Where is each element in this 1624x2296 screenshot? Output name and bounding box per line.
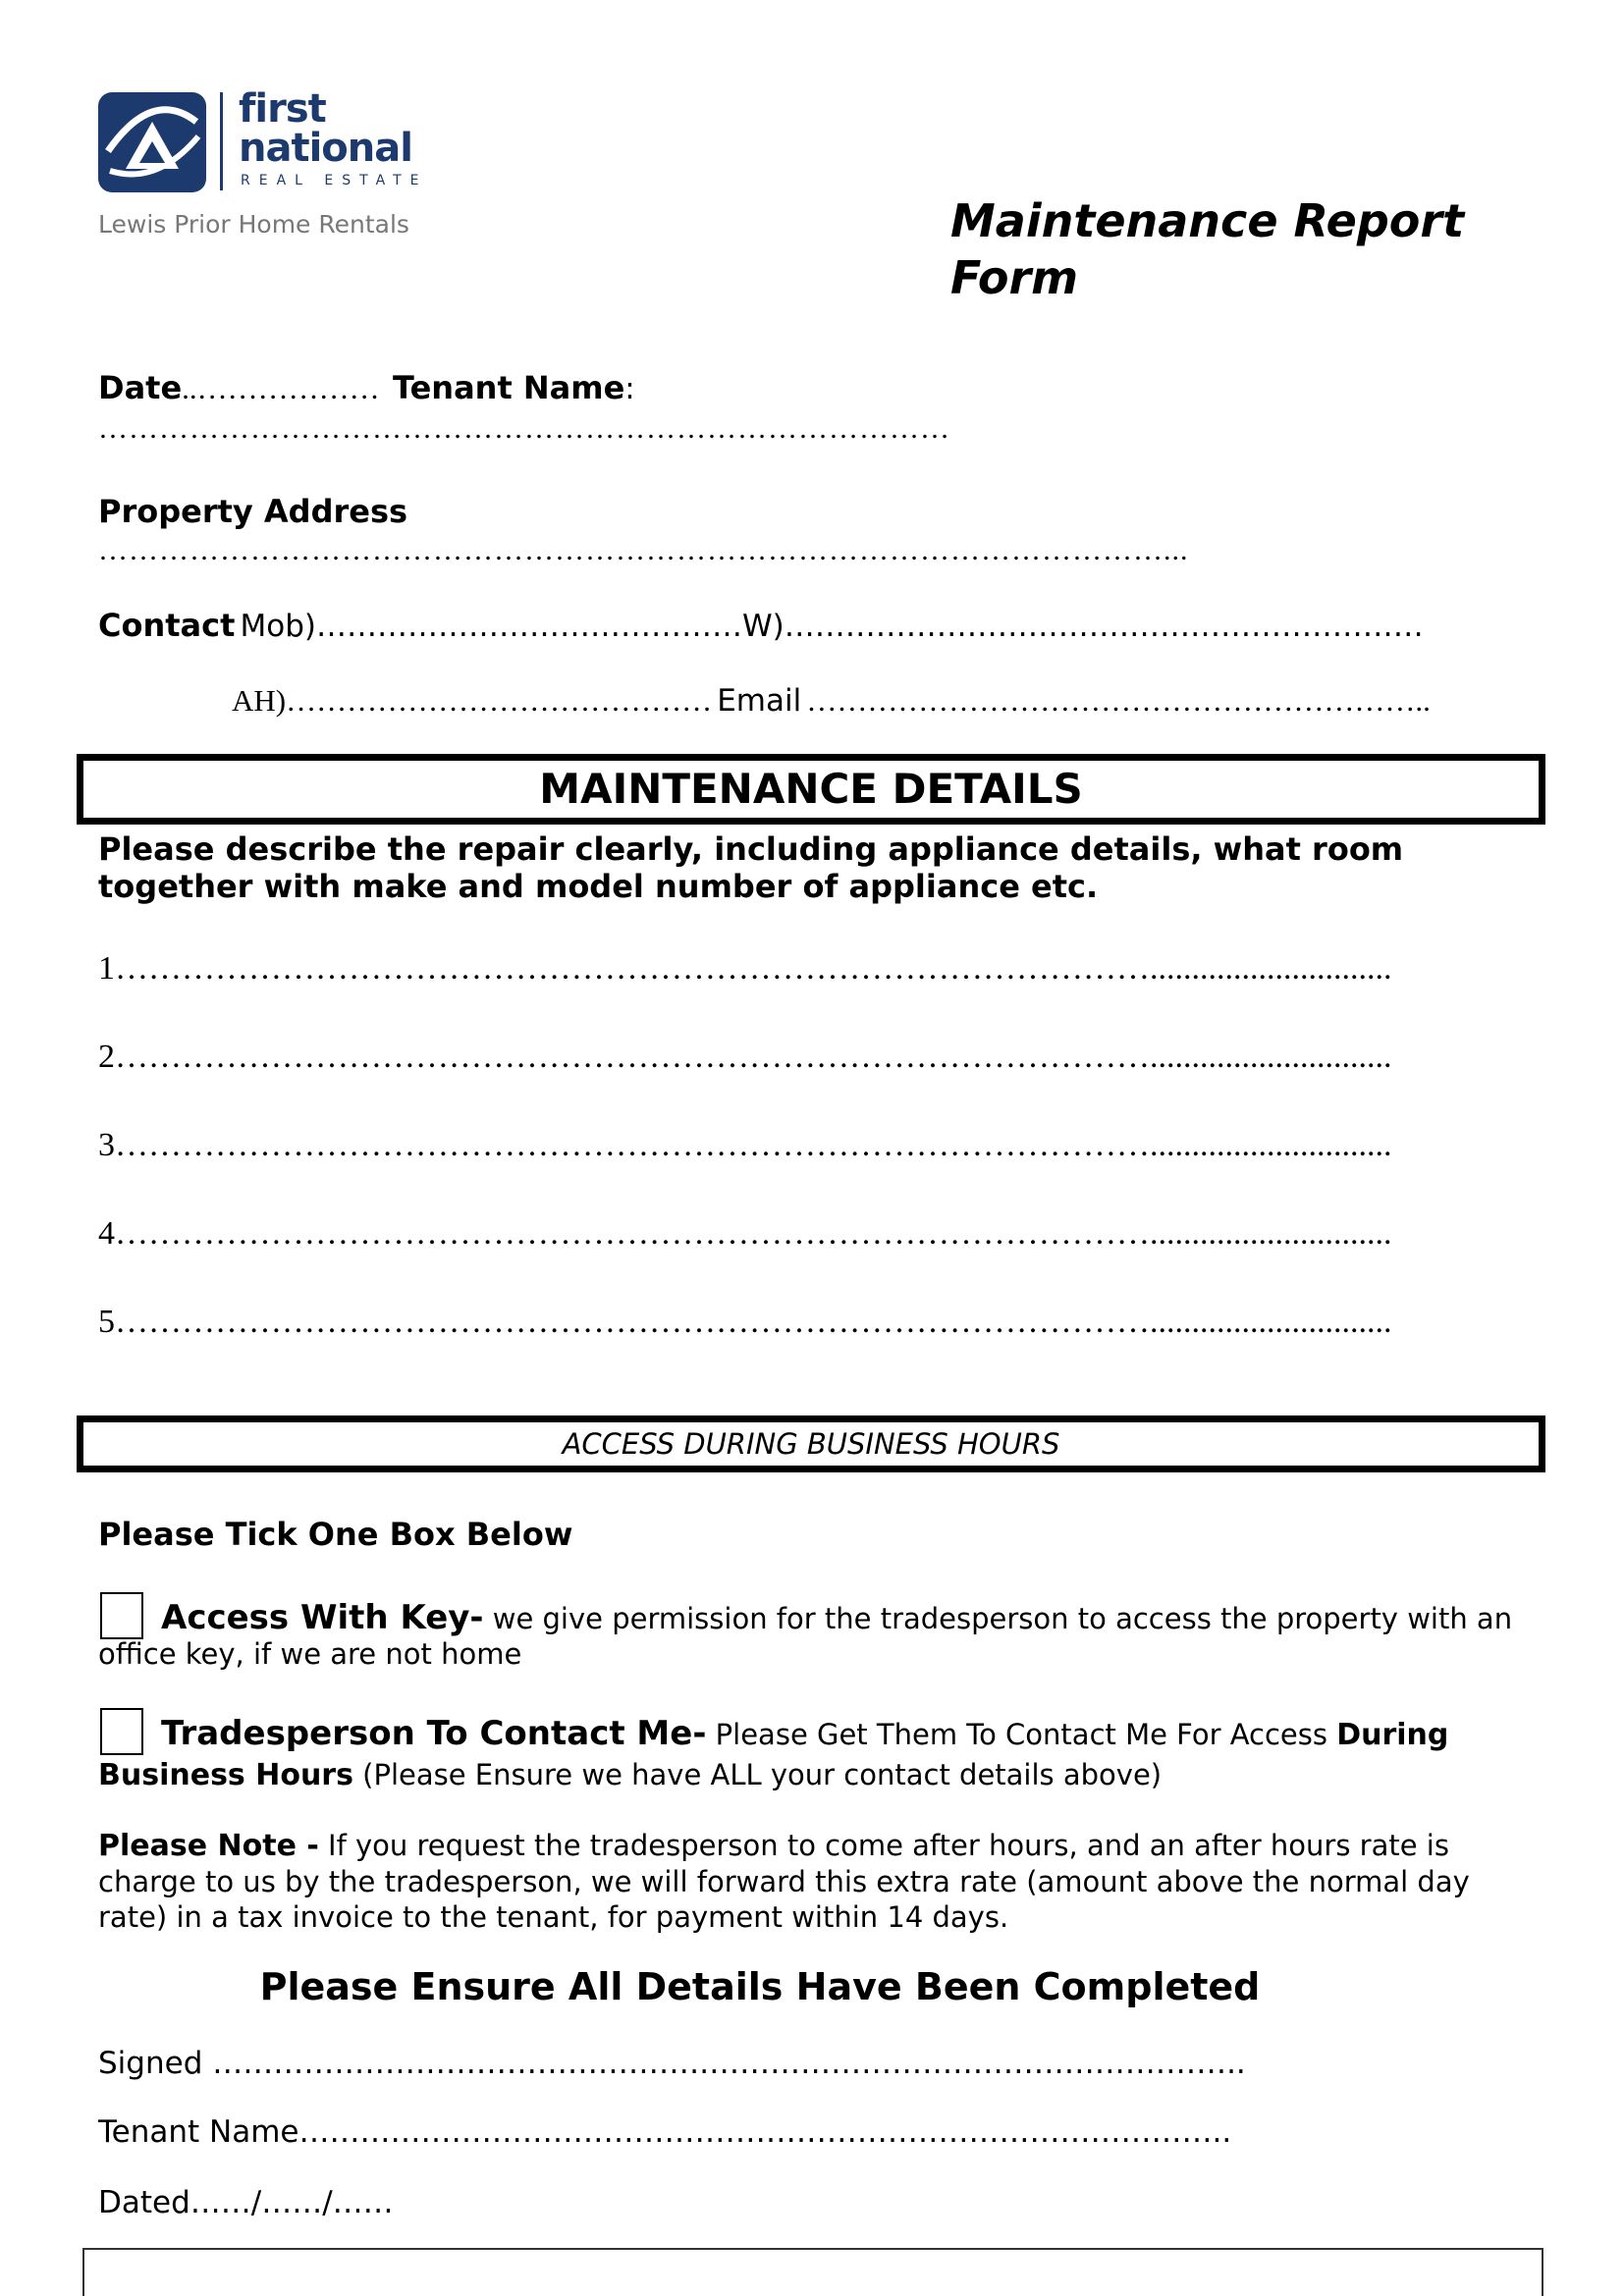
contact-ah-row	[232, 683, 1431, 719]
first-national-logo-icon	[98, 92, 206, 192]
tradesperson-contact-label: Tradesperson To Contact Me-	[161, 1714, 707, 1753]
logo-national-text: national	[239, 126, 412, 171]
contact-label: Contact	[98, 607, 236, 644]
logo-divider	[220, 92, 223, 190]
logo-first-text: first	[239, 86, 326, 132]
email-field[interactable]: ……………………………………………………..	[806, 683, 1431, 718]
ensure-complete-heading: Please Ensure All Details Have Been Completed	[259, 1965, 1261, 2008]
during-business-hours-text: During Business Hours	[98, 1718, 1449, 1792]
maintenance-details-banner: MAINTENANCE DETAILS	[77, 754, 1545, 825]
property-address-field[interactable]: ……………………………………………………………………………………………...	[98, 534, 1189, 566]
date-row	[98, 369, 380, 406]
maintenance-description: Please describe the repair clearly, including appliance details, what room together with make and model number of appliance etc.	[98, 830, 1404, 905]
access-with-key-text: we give permission for the tradesperson to access the property with an office key, if we are not home	[98, 1602, 1513, 1671]
tradesperson-contact-tail: (Please Ensure we have ALL your contact details above)	[352, 1758, 1163, 1791]
date-label: Date	[98, 369, 183, 406]
please-note-paragraph	[98, 1828, 1522, 1935]
please-note-label: Please Note -	[98, 1829, 319, 1863]
repair-line-1[interactable]: 1………………………………………………………………………………….............................	[98, 950, 1392, 987]
signoff-tenant-name-field[interactable]: Tenant Name………………………………………………………………………………..	[98, 2114, 1232, 2150]
access-with-key-option	[98, 1600, 1522, 1672]
tick-heading: Please Tick One Box Below	[98, 1516, 573, 1553]
contact-row	[98, 607, 1424, 644]
tradesperson-contact-option	[98, 1714, 1522, 1795]
tenant-name-label: Tenant Name	[393, 369, 625, 406]
logo-subtitle: Lewis Prior Home Rentals	[98, 210, 409, 239]
property-address-label: Property Address	[98, 493, 408, 530]
logo-real-estate-text: REAL ESTATE	[241, 173, 428, 188]
form-title: Maintenance Report Form	[950, 194, 1465, 304]
contact-ah-field[interactable]: AH)……………………………………	[232, 683, 713, 718]
repair-line-4[interactable]: 4………………………………………………………………………………….............................	[98, 1215, 1392, 1252]
tenant-name-colon: :	[624, 371, 635, 406]
dated-field[interactable]: Dated……/……/……	[98, 2185, 394, 2220]
please-note-text: If you request the tradesperson to come after hours, and an after hours rate is charge to us by the tradesperson, we will forward this extra rate (amount above the normal day rate) in a tax invoice to the tenant, for payment within 14 days.	[98, 1829, 1470, 1934]
access-banner: ACCESS DURING BUSINESS HOURS	[77, 1415, 1545, 1472]
footer-box	[82, 2248, 1543, 2296]
repair-line-5[interactable]: 5………………………………………………………………………………….............................	[98, 1304, 1392, 1340]
tenant-name-row	[393, 369, 635, 406]
contact-mob-w-field[interactable]: Mob)……………………………………W)………………………………………………………	[240, 609, 1424, 644]
email-label: Email	[717, 683, 802, 719]
signed-field[interactable]: Signed ………………………………………….……………………………………………..	[98, 2046, 1246, 2081]
repair-line-2[interactable]: 2………………………………………………………………………………….............................	[98, 1039, 1392, 1075]
tenant-name-field[interactable]: …………………………………………………………………………	[98, 412, 950, 445]
repair-line-3[interactable]: 3………………………………………………………………………………….............................	[98, 1127, 1392, 1163]
tradesperson-contact-text: Please Get Them To Contact Me For Access	[706, 1718, 1337, 1751]
date-field[interactable]: ..………………	[182, 371, 380, 405]
access-with-key-label: Access With Key-	[161, 1598, 484, 1637]
